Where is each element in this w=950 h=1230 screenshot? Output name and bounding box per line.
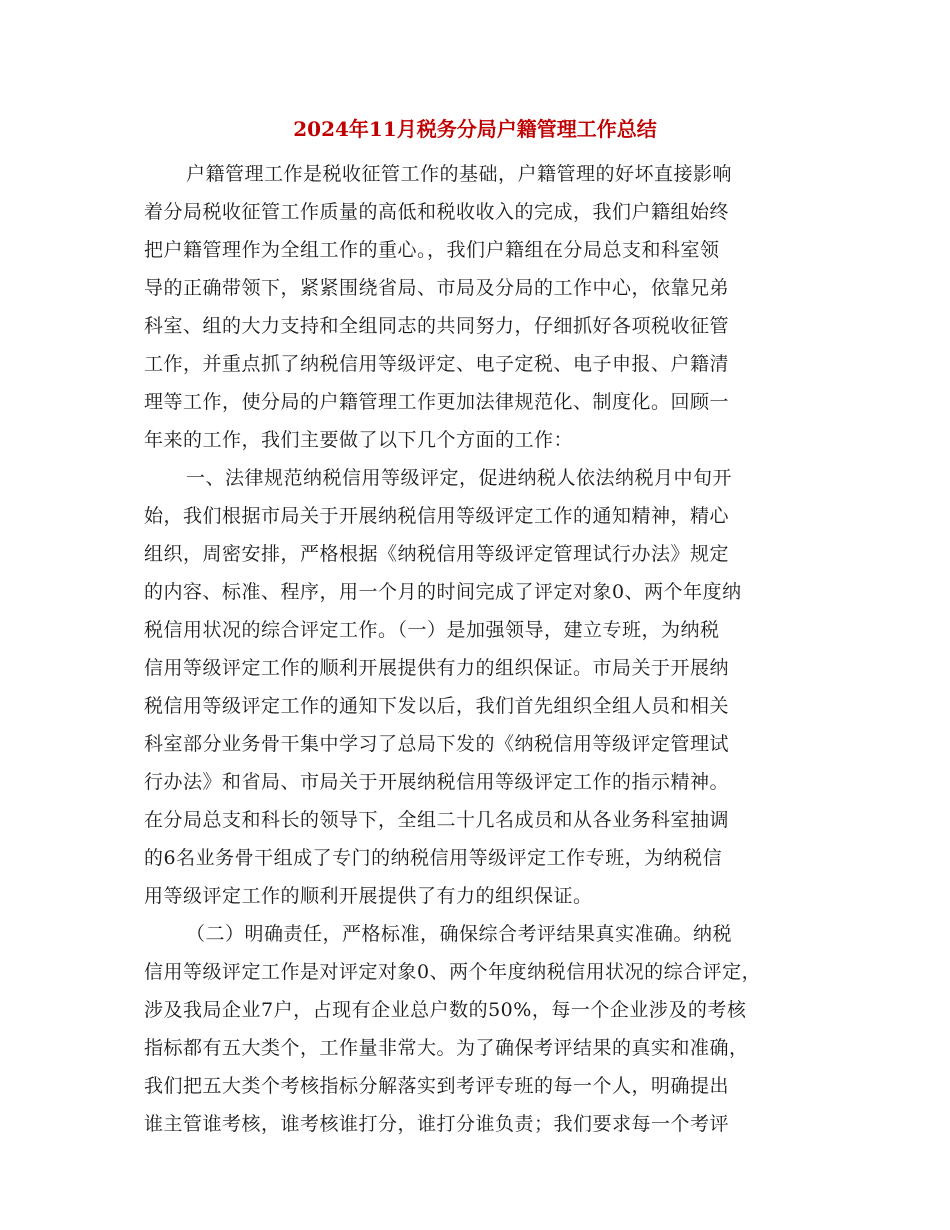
paragraph-line: 户籍管理工作是税收征管工作的基础，户籍管理的好坏直接影响: [186, 163, 733, 185]
paragraph-line: 一、法律规范纳税信用等级评定，促进纳税人依法纳税月中旬开: [186, 467, 733, 489]
paragraph-line: 税信用状况的综合评定工作。（一）是加强领导，建立专班，为纳税: [144, 619, 720, 641]
paragraph-line: 涉及我局企业7户，占现有企业总户数的50%，每一个企业涉及的考核: [144, 999, 747, 1021]
paragraph-line: 我们把五大类个考核指标分解落实到考评专班的每一个人，明确提出: [144, 1075, 730, 1097]
paragraph-line: 把户籍管理作为全组工作的重心。，我们户籍组在分局总支和科室领: [144, 239, 720, 261]
paragraph-line: 在分局总支和科长的领导下，全组二十几名成员和从各业务科室抽调: [144, 809, 730, 831]
paragraph-line: 税信用等级评定工作的通知下发以后，我们首先组织全组人员和相关: [144, 695, 730, 717]
paragraph-line: 科室、组的大力支持和全组同志的共同努力，仔细抓好各项税收征管: [144, 315, 730, 337]
paragraph-line: 信用等级评定工作的顺利开展提供有力的组织保证。市局关于开展纳: [144, 657, 730, 679]
paragraph-line: （二）明确责任，严格标准，确保综合考评结果真实准确。纳税: [186, 923, 733, 945]
paragraph-line: 始，我们根据市局关于开展纳税信用等级评定工作的通知精神，精心: [144, 505, 730, 527]
paragraph-line: 年来的工作，我们主要做了以下几个方面的工作：: [144, 429, 574, 451]
paragraph-line: 着分局税收征管工作质量的高低和税收收入的完成，我们户籍组始终: [144, 201, 730, 223]
paragraph-line: 信用等级评定工作是对评定对象0、两个年度纳税信用状况的综合评定，: [144, 961, 762, 983]
paragraph-line: 工作，并重点抓了纳税信用等级评定、电子定税、电子申报、户籍清: [144, 353, 730, 375]
paragraph-line: 理等工作，使分局的户籍管理工作更加法律规范化、制度化。回顾一: [144, 391, 730, 413]
paragraph-line: 导的正确带领下，紧紧围绕省局、市局及分局的工作中心，依靠兄弟: [144, 277, 730, 299]
paragraph-line: 用等级评定工作的顺利开展提供了有力的组织保证。: [144, 885, 593, 907]
document-title: 2024年11月税务分局户籍管理工作总结: [293, 117, 657, 141]
paragraph-line: 的6名业务骨干组成了专门的纳税信用等级评定工作专班，为纳税信: [144, 847, 723, 869]
paragraph-line: 谁主管谁考核，谁考核谁打分，谁打分谁负责；我们要求每一个考评: [144, 1113, 730, 1135]
paragraph-line: 组织，周密安排，严格根据《纳税信用等级评定管理试行办法》规定: [144, 543, 730, 565]
paragraph-line: 的内容、标准、程序，用一个月的时间完成了评定对象0、两个年度纳: [144, 581, 742, 603]
paragraph-line: 行办法》和省局、市局关于开展纳税信用等级评定工作的指示精神。: [144, 771, 730, 793]
paragraph-line: 科室部分业务骨干集中学习了总局下发的《纳税信用等级评定管理试: [144, 733, 730, 755]
paragraph-line: 指标都有五大类个，工作量非常大。为了确保考评结果的真实和准确，: [144, 1037, 749, 1059]
